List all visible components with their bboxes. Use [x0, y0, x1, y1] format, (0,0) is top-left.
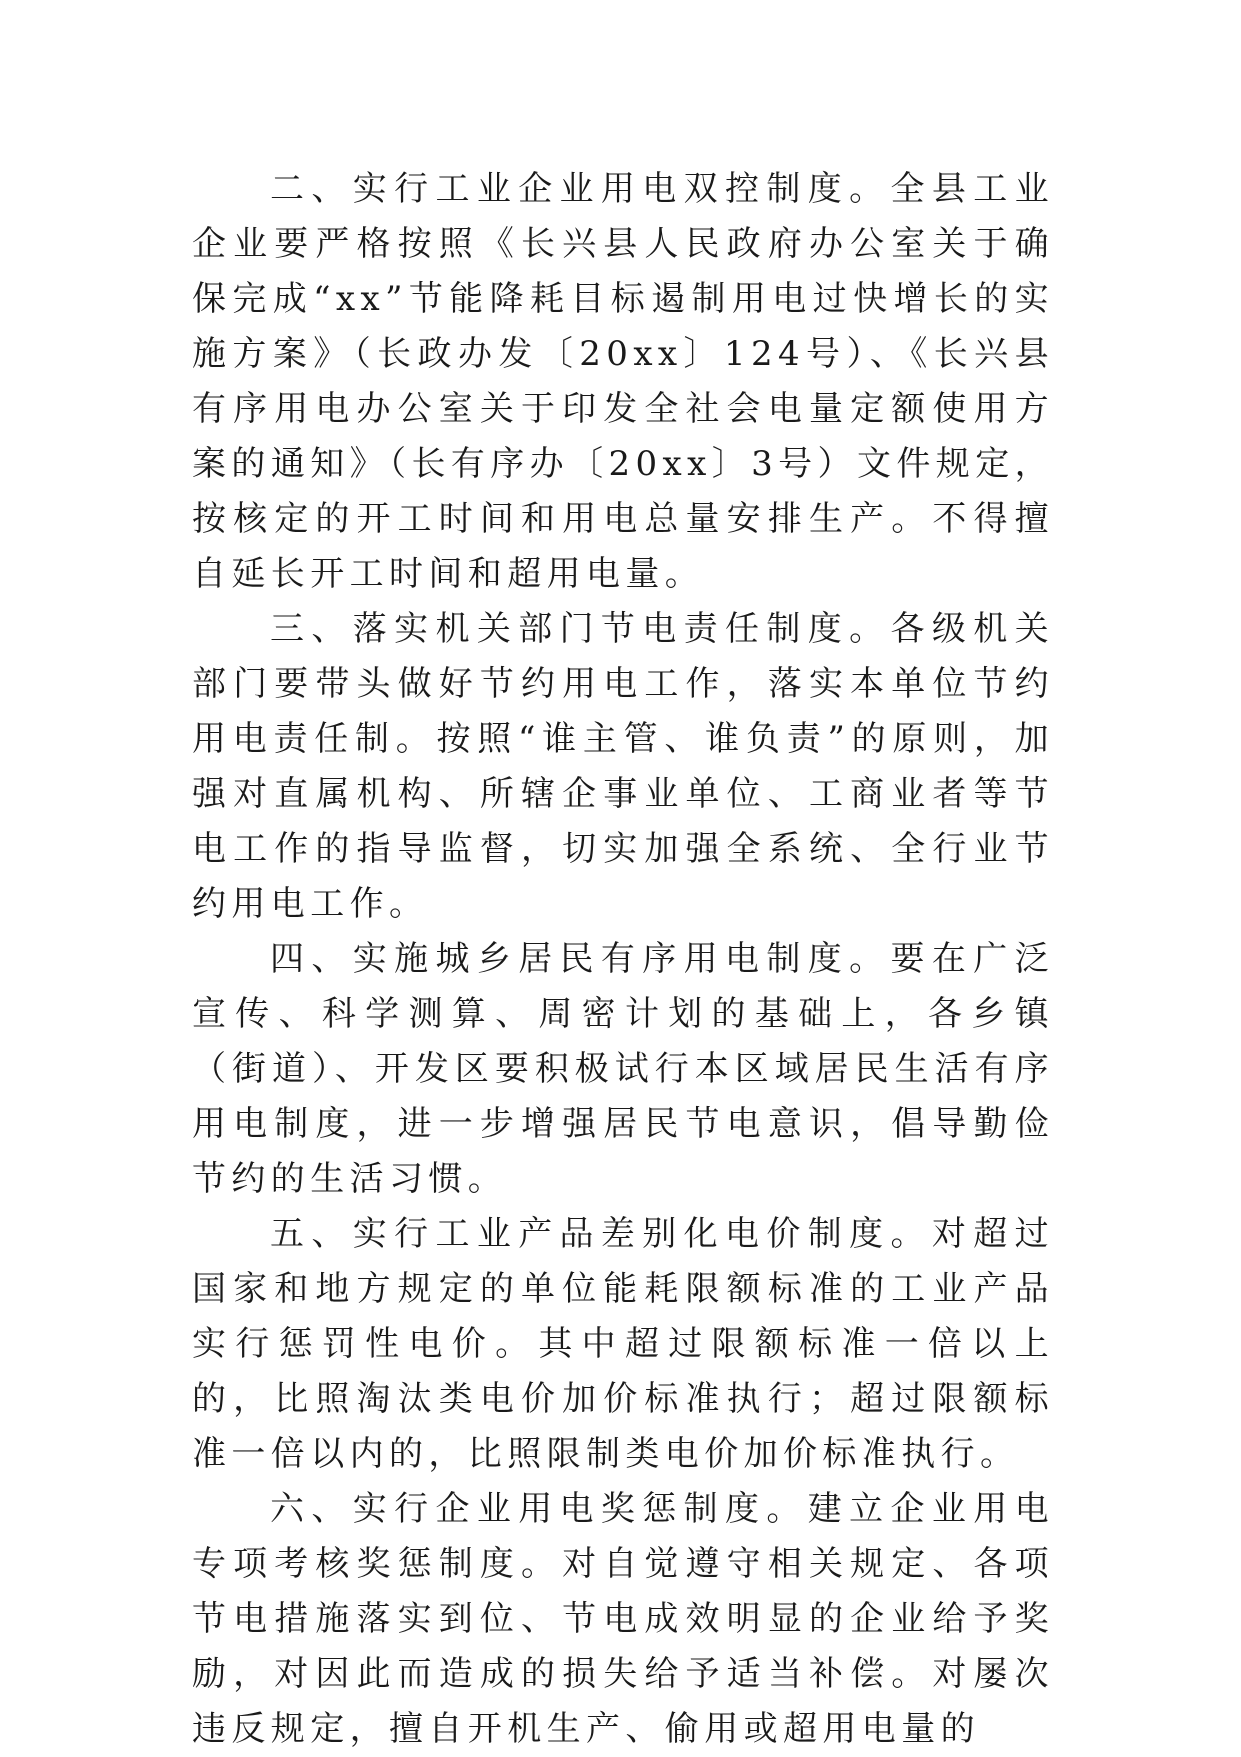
- paragraph-industrial-dual-control: 二、实行工业企业用电双控制度。全县工业企业要严格按照《长兴县人民政府办公室关于确保完成“xx”节能降耗目标遏制用电过快增长的实施方案》（长政办发〔20xx〕124号）、《长兴县有序用电办公室关于印发全社会电量定额使用方案的通知》（长有序办〔20xx〕3号）文件规定，按核定的开工时间和用电总量安排生产。不得擅自延长开工时间和超用电量。: [192, 169, 1054, 594]
- paragraph-differential-pricing: 五、实行工业产品差别化电价制度。对超过国家和地方规定的单位能耗限额标准的工业产品实行惩罚性电价。其中超过限额标准一倍以上的，比照淘汰类电价加价标准执行；超过限额标准一倍以内的，比照限制类电价加价标准执行。: [192, 1214, 1054, 1474]
- paragraph-government-responsibility: 三、落实机关部门节电责任制度。各级机关部门要带头做好节约用电工作，落实本单位节约用电责任制。按照“谁主管、谁负责”的原则，加强对直属机构、所辖企事业单位、工商业者等节电工作的指导监督，切实加强全系统、全行业节约用电工作。: [192, 609, 1054, 924]
- paragraph-rewards-penalties: 六、实行企业用电奖惩制度。建立企业用电专项考核奖惩制度。对自觉遵守相关规定、各项节电措施落实到位、节电成效明显的企业给予奖励，对因此而造成的损失给予适当补偿。对屡次违反规定，擅自开机生产、偷用或超用电量的: [192, 1489, 1054, 1749]
- paragraph-residential-orderly-use: 四、实施城乡居民有序用电制度。要在广泛宣传、科学测算、周密计划的基础上，各乡镇（街道）、开发区要积极试行本区域居民生活有序用电制度，进一步增强居民节电意识，倡导勤俭节约的生活习惯。: [192, 939, 1054, 1199]
- document-body: [192, 162, 1054, 1757]
